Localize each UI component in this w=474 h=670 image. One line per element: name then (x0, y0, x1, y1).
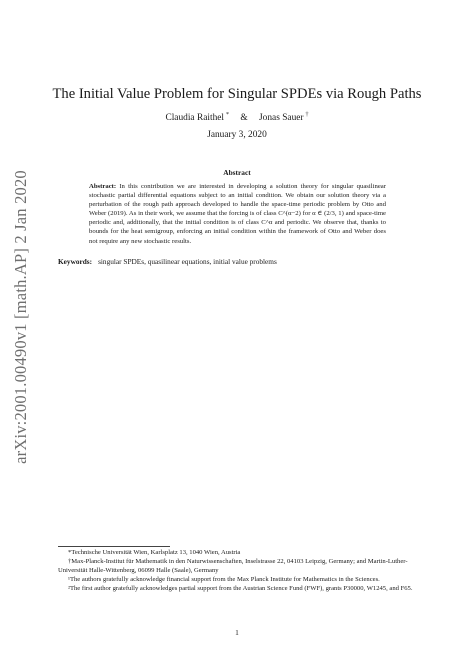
author-footnote-marker-first: * (226, 112, 230, 118)
arxiv-identifier-text: arXiv:2001.00490v1 [math.AP] 2 Jan 2020 (11, 170, 30, 464)
arxiv-identifier-stamp (8, 152, 34, 482)
footnotes-block (58, 548, 418, 593)
author-name-first: Claudia Raithel (165, 113, 225, 124)
abstract-body (89, 182, 386, 246)
abstract-text: In this contribution we are interested in developing a solution theory for singular quasilinear stochastic partial differential equations subject to an initial condition. We obtain our solution theory via a perturbation of the rough path approach developed to handle the space-time periodic problem by Otto and Weber (2019). As in their work, we assume that the forcing is of class C^(α−2) for α ∈ (2/3, 1) and space-time periodic and, additionally, that the initial condition is of class C^α and periodic. We observe that, thanks to bounds for the heat semigroup, enforcing an initial condition within the framework of Otto and Weber does not require any new stochastic results. (89, 183, 386, 245)
author-footnote-marker-second: † (305, 112, 309, 118)
keywords-line (58, 257, 418, 266)
footnote-affiliation-first: *Technische Universität Wien, Karlsplatz 13, 1040 Wien, Austria (68, 549, 241, 556)
author-separator: & (240, 113, 248, 124)
keywords-text: singular SPDEs, quasilinear equations, initial value problems (98, 257, 277, 266)
footnote-acknowledgement-second: ²The first author gratefully acknowledges partial support from the Austrian Science Fund (FWF), grants P30000, W1245, and F65. (68, 585, 413, 593)
footnote-affiliation-second: †Max-Planck-Institut für Mathematik in den Naturwissenschaften, Inselstrasse 22, 04103 Leipzig, Germany; and Martin-Luther-Universität Halle-Wittenberg, 06099 Halle (Saale), Germany (58, 558, 408, 575)
paper-date: January 3, 2020 (207, 130, 267, 140)
author-line (40, 112, 434, 123)
abstract-heading: Abstract (223, 168, 251, 177)
page-number: 1 (235, 628, 239, 637)
author-name-second: Jonas Sauer (259, 113, 304, 124)
footnote-acknowledgement-first: ¹The authors gratefully acknowledge financial support from the Max Planck Institute for Mathematics in the Sciences. (68, 576, 380, 584)
paper-title: The Initial Value Problem for Singular SPDEs via Rough Paths (52, 86, 422, 102)
abstract-label: Abstract: (89, 183, 117, 190)
footnote-divider (58, 546, 170, 547)
keywords-label: Keywords: (58, 257, 93, 266)
